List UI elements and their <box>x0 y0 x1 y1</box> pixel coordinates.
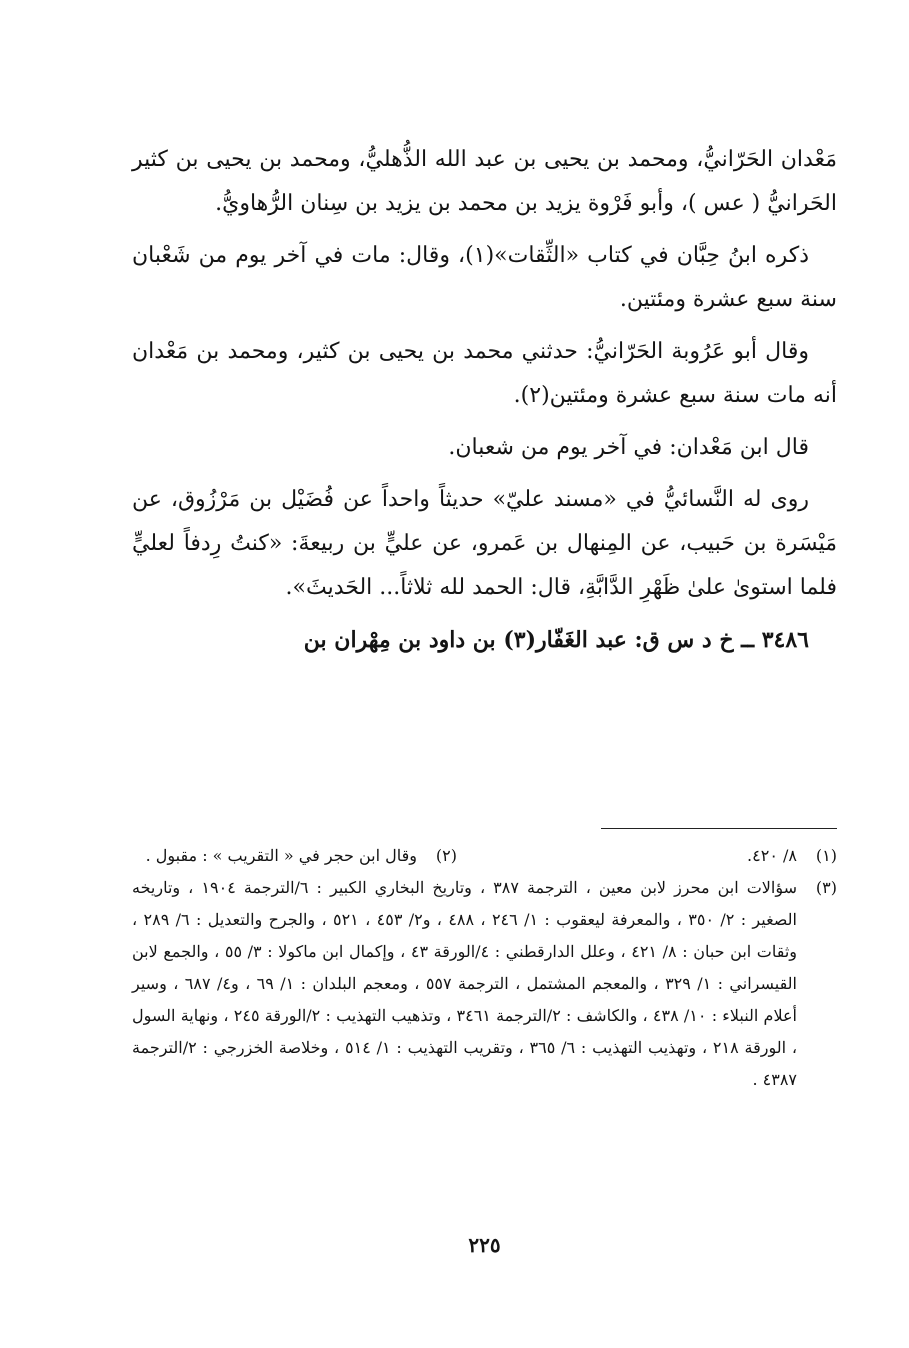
footnote-3 <box>132 872 837 1096</box>
footnote-row-1-2 <box>132 840 837 872</box>
footnote-1-text: ٨/ ٤٢٠. <box>747 846 797 865</box>
footnotes <box>132 840 837 1096</box>
footnote-1-number: (١) <box>815 846 837 865</box>
document-page <box>132 138 837 1278</box>
paragraph-4: قال ابن مَعْدان: في آخر يوم من شعبان. <box>448 435 809 460</box>
footnote-2-number: (٢) <box>435 846 457 865</box>
footnote-divider <box>601 828 837 829</box>
paragraph-3: وقال أبو عَرُوبة الحَرّانيُّ: حدثني محمد بن يحيى بن كثير، ومحمد بن مَعْدان أنه مات سنة سبع عشرة ومئتين(٢). <box>132 339 837 408</box>
footnote-2-text: وقال ابن حجر في « التقريب » : مقبول . <box>145 846 417 865</box>
page-number: ٢٢٥ <box>468 1233 501 1257</box>
entry-heading: ٣٤٨٦ ــ خ د س ق: عبد الغَفّار(٣) بن داود بن مِهْران بن <box>303 627 809 653</box>
footnote-3-number: (٣) <box>815 878 837 897</box>
main-text <box>132 138 837 662</box>
paragraph-2: ذكره ابنُ حِبَّان في كتاب «الثِّقات»(١)، وقال: مات في آخر يوم من شَعْبان سنة سبع عشرة ومئتين. <box>132 243 837 312</box>
footnote-3-text: سؤالات ابن محرز لابن معين ، الترجمة ٣٨٧ ، وتاريخ البخاري الكبير : ٦/الترجمة ١٩٠٤ ، وتاريخه الصغير : ٢/ ٣٥٠ ، والمعرفة ليعقوب : ١/ ٢٤٦ ، ٤٨٨ ، و٢/ ٤٥٣ ، ٥٢١ ، والجرح والتعديل : ٦/ ٢٨٩ ، وثقات ابن حبان : ٨/ ٤٢١ ، وعلل الدارقطني : ٤/الورقة ٤٣ ، وإكمال ابن ماكولا : ٣/ ٥٥ ، والجمع لابن القيسراني : ١/ ٣٢٩ ، والمعجم المشتمل ، الترجمة ٥٥٧ ، ومعجم البلدان : ١/ ٦٩ ، و٤/ ٦٨٧ ، وسير أعلام النبلاء : ١٠/ ٤٣٨ ، والكاشف : ٢/الترجمة ٣٤٦١ ، وتذهيب التهذيب : ٢/الورقة ٢٤٥ ، ونهاية السول ، الورقة ٢١٨ ، وتهذيب التهذيب : ٦/ ٣٦٥ ، وتقريب التهذيب : ١/ ٥١٤ ، وخلاصة الخزرجي : ٢/الترجمة ٤٣٨٧ . <box>132 878 798 1089</box>
paragraph-1: مَعْدان الحَرّانيُّ، ومحمد بن يحيى بن عبد الله الذُّهليُّ، ومحمد بن يحيى بن كثير الحَرانيُّ ( عس )، وأبو فَرْوة يزيد بن محمد بن يزيد بن سِنان الرُّهاويُّ. <box>132 147 837 216</box>
paragraph-5: روى له النَّسائيُّ في «مسند عليّ» حديثاً واحداً عن فُضَيْل بن مَرْزُوق، عن مَيْسَرة بن حَبيب، عن المِنهال بن عَمرو، عن عليٍّ بن ربيعةَ: «كنتُ رِدفاً لعليٍّ فلما استوىٰ علىٰ ظَهْرِ الدَّابَّةِ، قال: الحمد لله ثلاثاً... الحَديثَ». <box>132 487 837 600</box>
